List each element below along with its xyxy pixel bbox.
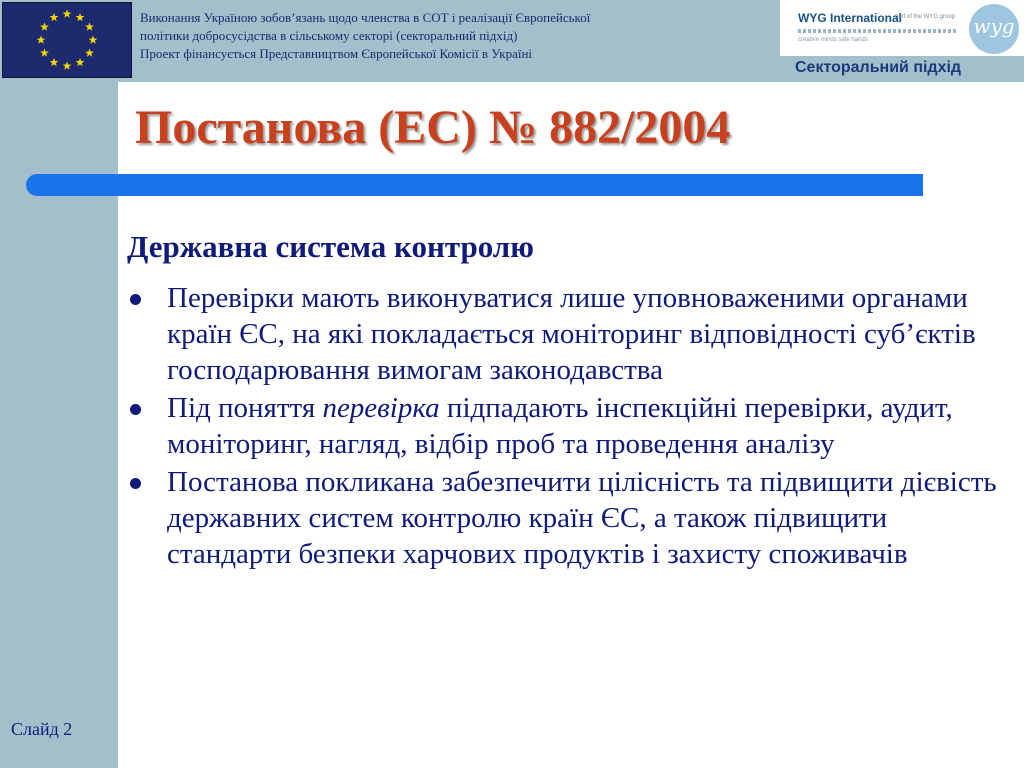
bullet-text-part: Постанова покликана забезпечити цілісність та підвищити дієвість державних систем контролю країн ЄС, а також підвищити стандарти безпеки харчових продуктів і захисту споживачів [167, 466, 997, 570]
bullet-item [127, 280, 1007, 388]
slide-title: Постанова (ЕС) № 882/2004 [135, 101, 731, 154]
flag-star [37, 35, 46, 43]
bullet-dot-icon [130, 404, 141, 415]
bullet-text-part: Під поняття [167, 392, 323, 424]
flag-star [40, 48, 49, 56]
sector-approach-label: Секторальний підхід [795, 59, 962, 76]
title-underline-bar [26, 174, 923, 196]
flag-star [76, 58, 85, 66]
wyg-logo-name: WYG International [798, 11, 903, 25]
wyg-logo-group: part of the WYG group [895, 14, 956, 20]
flag-star [89, 35, 98, 43]
flag-star [76, 13, 85, 21]
bullet-text [167, 466, 997, 570]
header-line-3: Проект фінансується Представництвом Європейської Комісії в Україні [140, 46, 533, 61]
bullet-text-part: підпадають інспекційні перевірки, аудит, моніторинг, нагляд, відбір проб та проведення аналізу [167, 392, 953, 460]
project-header-text [140, 9, 780, 63]
bullet-emphasis: перевірка [322, 392, 440, 424]
wyg-logo-icon [969, 4, 1019, 54]
bullet-item [127, 390, 1007, 462]
flag-star [85, 48, 94, 56]
header-line-1: Виконання Україною зобов’язань щодо членства в СОТ і реалізації Європейської [140, 10, 591, 25]
logo-dotted-line [798, 29, 958, 33]
left-sidebar-strip [0, 0, 118, 768]
bullet-list [127, 280, 1007, 574]
wyg-logo-tagline: creative minds safe hands [798, 37, 868, 43]
bullet-text [167, 282, 976, 386]
wyg-logo-mark: wyg [973, 14, 1015, 38]
flag-star [63, 61, 72, 69]
flag-star [50, 58, 59, 66]
wyg-logo [780, 0, 1024, 56]
slide-subheading: Державна система контролю [127, 229, 534, 264]
bullet-dot-icon [130, 294, 141, 305]
eu-flag-icon [2, 2, 132, 78]
slide-number: Слайд 2 [11, 719, 73, 739]
bullet-dot-icon [130, 478, 141, 489]
bullet-text [167, 392, 953, 460]
header-line-2: політики добросусідства в сільському секторі (секторальний підхід) [140, 28, 518, 43]
flag-star [40, 22, 49, 30]
eu-flag-graphic [3, 3, 131, 77]
flag-star [63, 9, 72, 17]
flag-star [85, 22, 94, 30]
flag-star [50, 13, 59, 21]
bullet-text-part: Перевірки мають виконуватися лише уповноваженими органами країн ЄС, на які покладається моніторинг відповідності суб’єктів господарювання вимогам законодавства [167, 282, 976, 386]
bullet-item [127, 464, 1007, 572]
